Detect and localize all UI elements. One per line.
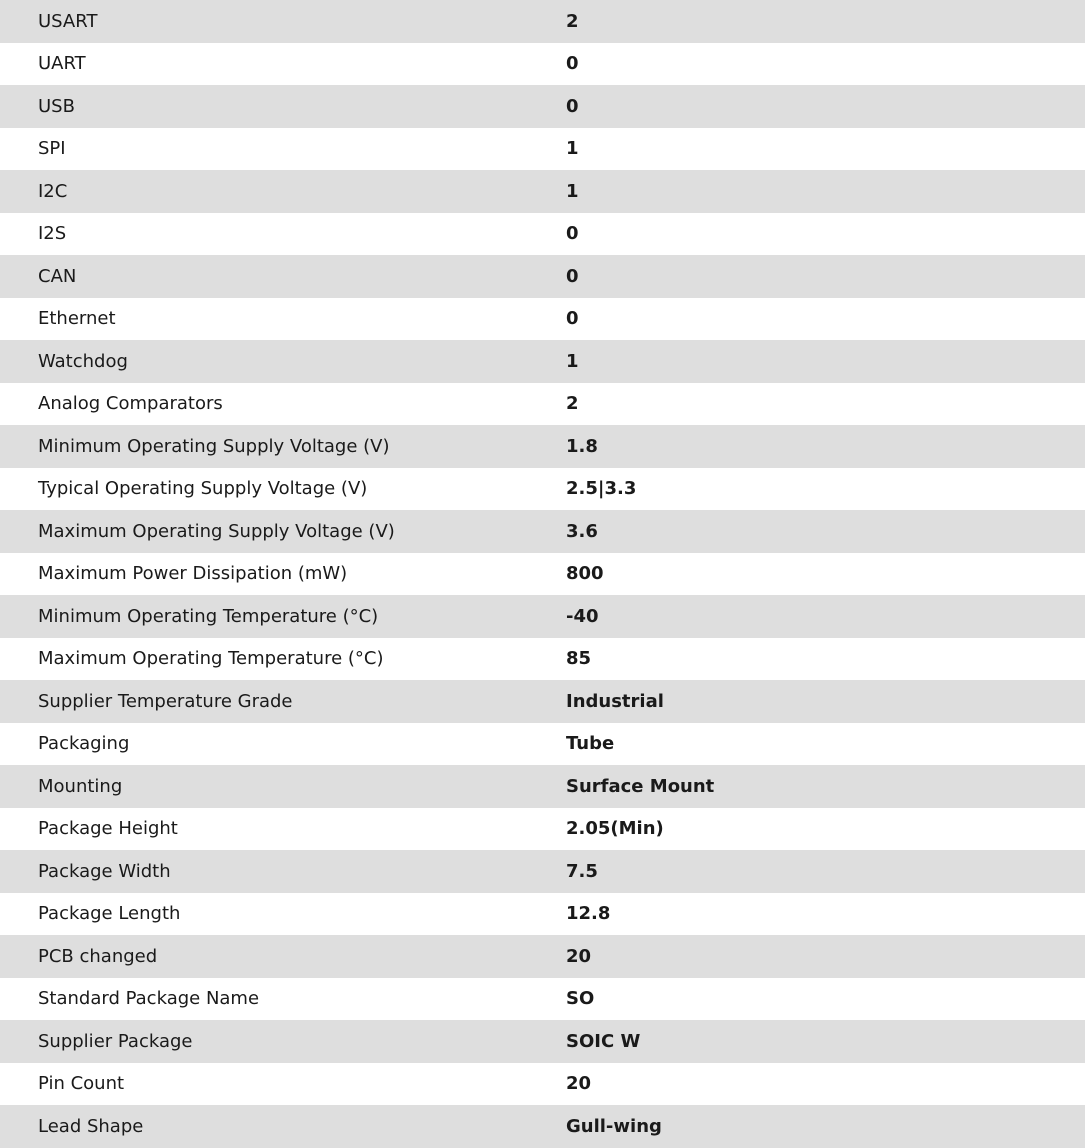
spec-value: 85: [566, 648, 592, 670]
spec-row-packaging: [0, 723, 1085, 766]
spec-label: UART: [38, 53, 86, 75]
spec-value: 20: [566, 945, 592, 967]
spec-row-lead-shape: [0, 1105, 1085, 1148]
spec-row-mounting: [0, 765, 1085, 808]
spec-value: SO: [566, 988, 595, 1010]
spec-label: Package Height: [38, 818, 178, 840]
spec-value: 7.5: [566, 860, 598, 882]
spec-row-pcb-changed: [0, 935, 1085, 978]
spec-label: CAN: [38, 265, 77, 287]
spec-label: Typical Operating Supply Voltage (V): [38, 478, 368, 500]
spec-label: Ethernet: [38, 308, 116, 330]
spec-row-max-supply-voltage: [0, 510, 1085, 553]
spec-row-analog-comparators: [0, 383, 1085, 426]
spec-value: 12.8: [566, 903, 611, 925]
spec-row-package-width: [0, 850, 1085, 893]
spec-value: 2: [566, 10, 579, 32]
spec-label: Supplier Package: [38, 1030, 193, 1052]
spec-value: 2: [566, 393, 579, 415]
spec-row-min-supply-voltage: [0, 425, 1085, 468]
spec-row-temperature-grade: [0, 680, 1085, 723]
spec-value: Gull-wing: [566, 1115, 662, 1137]
spec-value: 0: [566, 53, 579, 75]
spec-label: Package Length: [38, 903, 181, 925]
spec-value: Surface Mount: [566, 775, 715, 797]
spec-row-uart: [0, 43, 1085, 86]
spec-value: 1.8: [566, 435, 598, 457]
spec-value: Industrial: [566, 690, 664, 712]
spec-row-i2c: [0, 170, 1085, 213]
spec-label: Maximum Operating Supply Voltage (V): [38, 520, 395, 542]
spec-value: 0: [566, 95, 579, 117]
spec-label: SPI: [38, 138, 66, 160]
spec-label: USART: [38, 10, 98, 32]
spec-row-pin-count: [0, 1063, 1085, 1106]
spec-label: USB: [38, 95, 75, 117]
spec-value: 1: [566, 138, 579, 160]
spec-label: Lead Shape: [38, 1115, 144, 1137]
spec-label: Package Width: [38, 860, 171, 882]
spec-label: Maximum Operating Temperature (°C): [38, 648, 384, 670]
spec-row-min-operating-temp: [0, 595, 1085, 638]
spec-value: 20: [566, 1073, 592, 1095]
spec-value: 1: [566, 350, 579, 372]
spec-label: Analog Comparators: [38, 393, 223, 415]
spec-label: Minimum Operating Supply Voltage (V): [38, 435, 390, 457]
spec-value: Tube: [566, 733, 615, 755]
spec-value: 800: [566, 563, 604, 585]
spec-value: 2.5|3.3: [566, 478, 637, 500]
spec-row-usb: [0, 85, 1085, 128]
spec-row-watchdog: [0, 340, 1085, 383]
spec-value: 0: [566, 223, 579, 245]
spec-row-usart: [0, 0, 1085, 43]
spec-row-supplier-package: [0, 1020, 1085, 1063]
spec-row-typ-supply-voltage: [0, 468, 1085, 511]
spec-label: Supplier Temperature Grade: [38, 690, 293, 712]
spec-row-ethernet: [0, 298, 1085, 341]
spec-label: I2S: [38, 223, 67, 245]
spec-value: 0: [566, 265, 579, 287]
spec-value: 1: [566, 180, 579, 202]
spec-value: 2.05(Min): [566, 818, 664, 840]
spec-value: 3.6: [566, 520, 598, 542]
spec-label: Pin Count: [38, 1073, 125, 1095]
spec-label: Maximum Power Dissipation (mW): [38, 563, 348, 585]
spec-label: Mounting: [38, 775, 123, 797]
spec-row-spi: [0, 128, 1085, 171]
spec-row-i2s: [0, 213, 1085, 256]
spec-row-package-height: [0, 808, 1085, 851]
spec-label: Packaging: [38, 733, 130, 755]
spec-row-standard-package-name: [0, 978, 1085, 1021]
spec-row-can: [0, 255, 1085, 298]
spec-value: 0: [566, 308, 579, 330]
spec-value: -40: [566, 605, 599, 627]
spec-value: SOIC W: [566, 1030, 641, 1052]
spec-label: PCB changed: [38, 945, 158, 967]
spec-row-package-length: [0, 893, 1085, 936]
spec-label: Standard Package Name: [38, 988, 260, 1010]
spec-label: I2C: [38, 180, 68, 202]
spec-row-max-operating-temp: [0, 638, 1085, 681]
spec-row-max-power-dissipation: [0, 553, 1085, 596]
spec-label: Minimum Operating Temperature (°C): [38, 605, 379, 627]
spec-label: Watchdog: [38, 350, 128, 372]
